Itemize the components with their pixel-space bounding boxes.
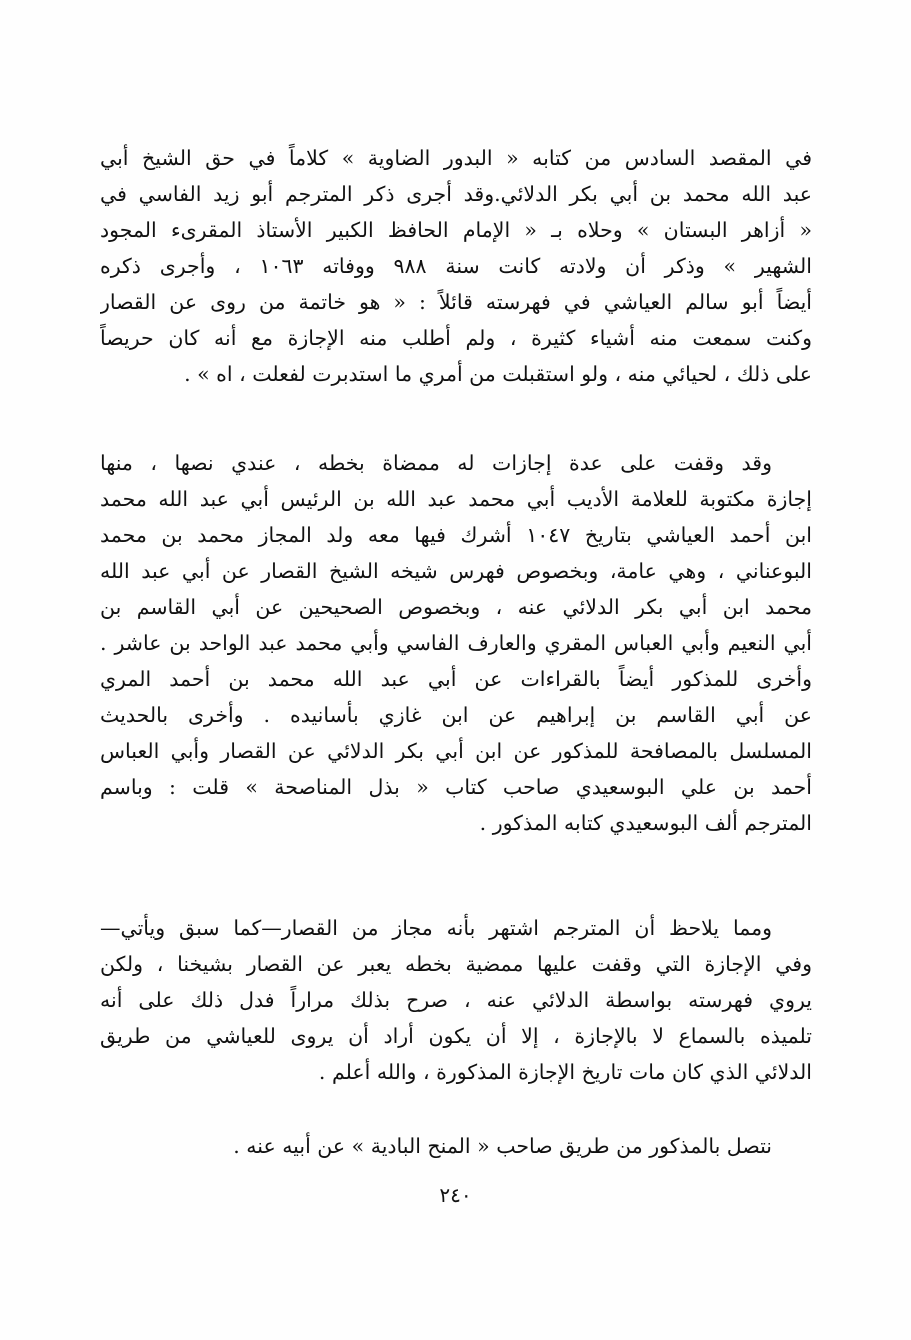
text-line: محمد ابن أبي بكر الدلائي عنه ، وبخصوص الصحيحين عن أبي القاسم بن (100, 595, 812, 619)
paragraph-2 (100, 445, 812, 841)
page-number: ٢٤٠ (439, 1183, 472, 1207)
text-line: وفي الإجازة التي وقفت عليها ممضية بخطه يعبر عن القصار بشيخنا ، ولكن (100, 952, 812, 976)
text-line: المترجم ألف البوسعيدي كتابه المذكور . (479, 811, 812, 835)
paragraph-1 (100, 140, 812, 392)
paragraph-4 (100, 1128, 812, 1164)
text-line: الدلائي الذي كان مات تاريخ الإجازة المذكورة ، والله أعلم . (318, 1060, 812, 1084)
text-line: أيضاً أبو سالم العياشي في فهرسته قائلاً : « هو خاتمة من روى عن القصار (100, 290, 812, 314)
text-line: عبد الله محمد بن أبي بكر الدلائي.وقد أجرى ذكر المترجم أبو زيد الفاسي في (100, 182, 812, 206)
text-line: أحمد بن علي البوسعيدي صاحب كتاب « بذل المناصحة » قلت : وباسم (100, 775, 812, 799)
paragraph-3 (100, 910, 812, 1090)
text-line: وأخرى للمذكور أيضاً بالقراءات عن أبي عبد الله محمد بن أحمد المري (100, 667, 812, 691)
text-line: ابن أحمد العياشي بتاريخ ١٠٤٧ أشرك فيها معه ولد المجاز محمد بن محمد (100, 523, 812, 547)
text-line: عن أبي القاسم بن إبراهيم عن ابن غازي بأسانيده . وأخرى بالحديث (100, 703, 812, 727)
text-line: يروي فهرسته بواسطة الدلائي عنه ، صرح بذلك مراراً فدل ذلك على أنه (100, 988, 812, 1012)
text-line: الشهير » وذكر أن ولادته كانت سنة ٩٨٨ ووفاته ١٠٦٣ ، وأجرى ذكره (100, 254, 812, 278)
text-line: وقد وقفت على عدة إجازات له ممضاة بخطه ، عندي نصها ، منها (100, 451, 772, 475)
text-line: « أزاهر البستان » وحلاه بـ « الإمام الحافظ الكبير الأستاذ المقرىء المجود (100, 218, 812, 242)
text-line: المسلسل بالمصافحة للمذكور عن ابن أبي بكر الدلائي عن القصار وأبي العباس (100, 739, 812, 763)
text-line: إجازة مكتوبة للعلامة الأديب أبي محمد عبد الله بن الرئيس أبي عبد الله محمد (100, 487, 812, 511)
text-line: ومما يلاحظ أن المترجم اشتهر بأنه مجاز من القصار—كما سبق ويأتي— (100, 916, 772, 940)
text-line: في المقصد السادس من كتابه « البدور الضاوية » كلاماً في حق الشيخ أبي (100, 146, 812, 170)
text-line: على ذلك ، لحيائي منه ، ولو استقبلت من أمري ما استدبرت لفعلت ، اه » . (184, 362, 812, 386)
text-line: أبي النعيم وأبي العباس المقري والعارف الفاسي وأبي محمد عبد الواحد بن عاشر . (100, 631, 812, 655)
text-line: البوعناني ، وهي عامة، وبخصوص فهرس شيخه الشيخ القصار عن أبي عبد الله (100, 559, 812, 583)
text-line: وكنت سمعت منه أشياء كثيرة ، ولم أطلب منه الإجازة مع أنه كان حريصاً (100, 326, 812, 350)
text-line: تلميذه بالسماع لا بالإجازة ، إلا أن يكون أراد أن يروى للعياشي من طريق (100, 1024, 812, 1048)
text-line: نتصل بالمذكور من طريق صاحب « المنح البادية » عن أبيه عنه . (233, 1134, 772, 1158)
